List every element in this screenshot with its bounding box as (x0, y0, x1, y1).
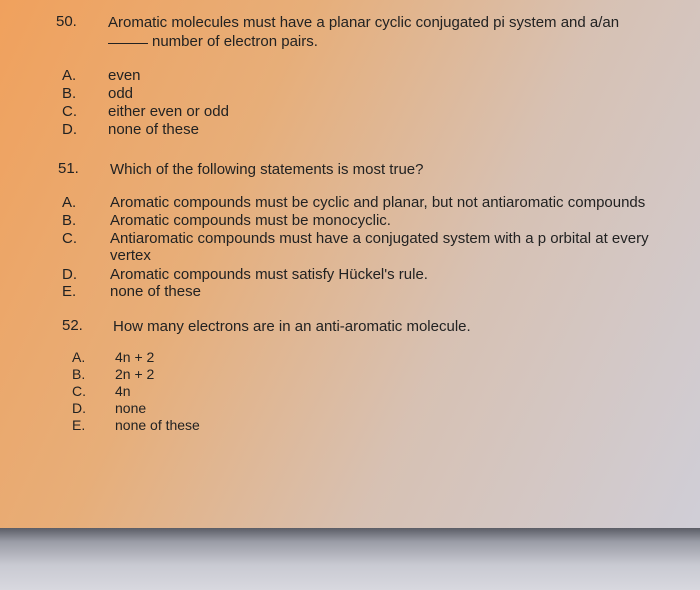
option-text: even (108, 67, 141, 84)
question-text: Which of the following statements is most true? (110, 161, 424, 178)
question-text: Aromatic molecules must have a planar cyclic conjugated pi system and a/an (108, 14, 620, 31)
option-letter: B. (72, 366, 86, 382)
option-text: either even or odd (108, 103, 229, 120)
answer-option (0, 266, 700, 284)
answer-option (0, 283, 700, 301)
screen-bottom-edge (0, 528, 700, 590)
answer-option (0, 400, 700, 418)
question-number: 50. (56, 13, 77, 30)
question-number: 52. (62, 317, 83, 334)
answer-option (0, 85, 700, 103)
option-letter: B. (62, 212, 77, 229)
answer-option (0, 194, 700, 212)
option-letter: D. (72, 400, 86, 416)
option-text: Aromatic compounds must be monocyclic. (110, 212, 391, 229)
answer-option (0, 67, 700, 85)
option-text: Aromatic compounds must be cyclic and planar, but not antiaromatic compounds (110, 194, 646, 211)
answer-option (0, 212, 700, 230)
option-text: Antiaromatic compounds must have a conjugated system with a p orbital at every vertex (110, 230, 649, 264)
question-text: How many electrons are in an anti-aromatic molecule. (113, 318, 471, 335)
answer-option (0, 383, 700, 401)
option-text: 4n + 2 (115, 349, 155, 365)
answer-option (0, 349, 700, 367)
question-number: 51. (58, 160, 79, 177)
option-text: 4n (115, 383, 131, 399)
option-letter: D. (62, 121, 77, 138)
option-text: Aromatic compounds must satisfy Hückel's rule. (110, 266, 428, 283)
option-text: none of these (108, 121, 199, 138)
option-text: 2n + 2 (115, 366, 155, 382)
answer-option (0, 230, 700, 266)
option-letter: D. (62, 266, 77, 283)
option-text: none (115, 400, 147, 416)
option-text: odd (108, 85, 134, 102)
option-letter: E. (72, 417, 86, 433)
option-letter: A. (62, 67, 77, 84)
option-letter: A. (62, 194, 77, 211)
option-letter: C. (72, 383, 86, 399)
answer-option (0, 121, 700, 139)
option-letter: A. (72, 349, 86, 365)
option-letter: C. (62, 230, 77, 247)
option-letter: B. (62, 85, 77, 102)
answer-option (0, 417, 700, 435)
option-text: none of these (115, 417, 200, 433)
question-text-continued: number of electron pairs. (108, 32, 318, 51)
answer-option (0, 103, 700, 121)
answer-blank (108, 43, 148, 44)
option-text: none of these (110, 283, 201, 300)
option-letter: E. (62, 283, 77, 300)
option-letter: C. (62, 103, 77, 120)
answer-option (0, 366, 700, 384)
